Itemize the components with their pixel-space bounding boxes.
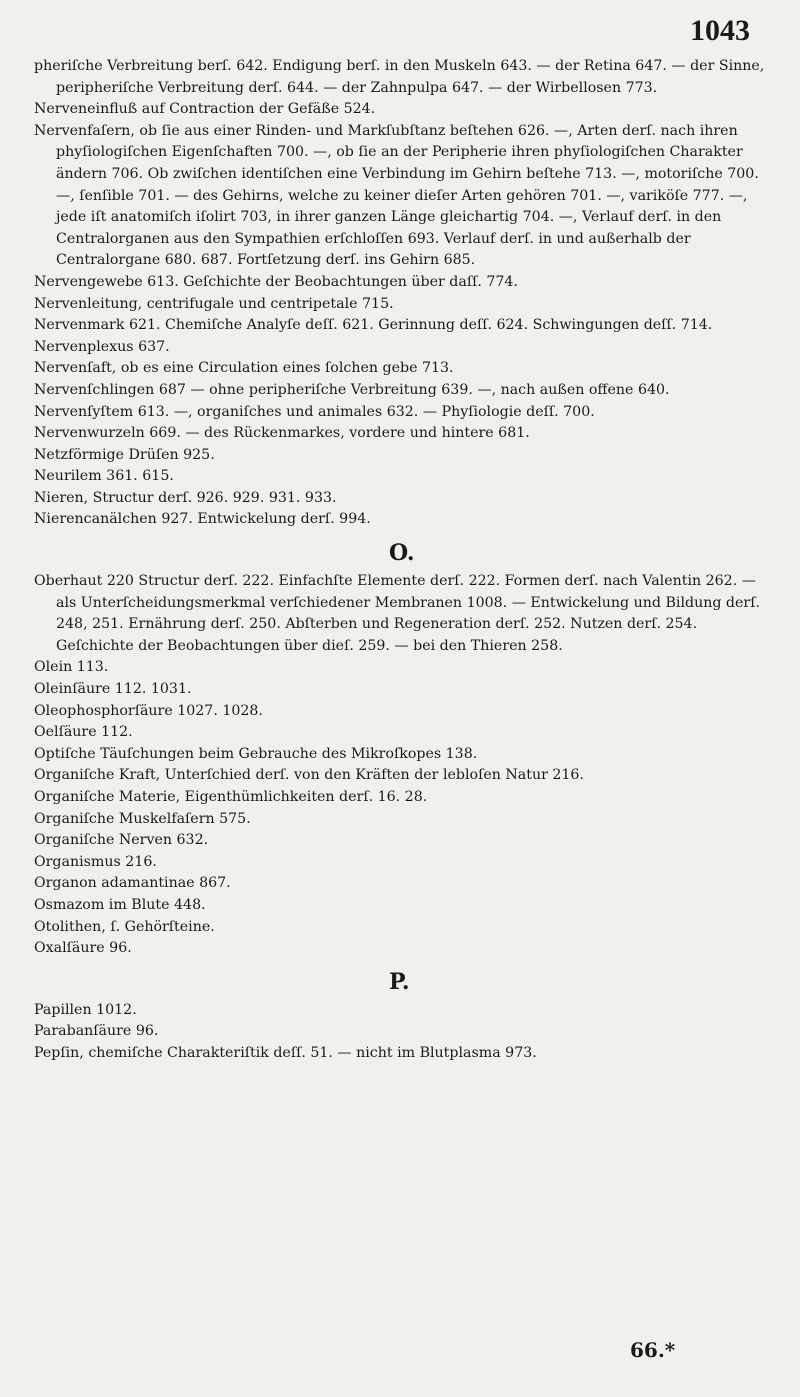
index-entry: Parabanſäure 96. [34, 1023, 159, 1040]
index-entry: Organiſche Muskelfaſern 575. [34, 810, 251, 827]
index-entry: Nerveneinfluß auf Contraction der Gefäße 524. [34, 101, 376, 118]
index-entry: Papillen 1012. [34, 1001, 137, 1018]
section-n-continued [34, 56, 774, 531]
index-entry: Nervenwurzeln 669. — des Rückenmarkes, vordere und hintere 681. [34, 425, 530, 442]
index-entry: Nervenſyſtem 613. —, organiſches und animales 632. — Phyſiologie deſſ. 700. [34, 403, 595, 420]
index-entry: Olein 113. [34, 659, 109, 676]
section-heading-p: P. [389, 968, 410, 995]
section-heading-o: O. [389, 540, 415, 567]
index-entry: Nervenſchlingen 687 — ohne peripheriſche Verbreitung 639. —, nach außen offene 640. [34, 381, 670, 398]
index-entry: Oleophosphorſäure 1027. 1028. [34, 702, 263, 719]
index-entry: Organon adamantinae 867. [34, 875, 231, 892]
index-entry: Otolithen, ſ. Gehörſteine. [34, 918, 215, 935]
index-entry: Nervenleitung, centrifugale und centripetale 715. [34, 295, 394, 312]
index-entry: Organismus 216. [34, 853, 157, 870]
index-entry: Nervenmark 621. Chemiſche Analyſe deſſ. 621. Gerinnung deſſ. 624. Schwingungen deſſ. 714. [34, 317, 713, 334]
page-number: 1043 [690, 14, 750, 47]
index-entry: Nervengewebe 613. Geſchichte der Beobachtungen über daſſ. 774. [34, 273, 518, 290]
index-entry: pheriſche Verbreitung berſ. 642. Endigung berſ. in den Muskeln 643. — der Retina 647. — der Sinne, peripheriſche Verbreitung derſ. 644. — der Zahnpulpa 647. — der Wirbellosen 773. [34, 58, 765, 96]
index-content [34, 56, 774, 1065]
index-entry: Oelſäure 112. [34, 724, 133, 741]
index-entry: Oberhaut 220 Structur derſ. 222. Einfachſte Elemente derſ. 222. Formen derſ. nach Valentin 262. — als Unterſcheidungsmerkmal verſchiedener Membranen 1008. — Entwickelung und Bildung derſ. 248, 251. Ernährung derſ. 250. Abſterben und Regeneration derſ. 252. Nutzen derſ. 254. Geſchichte der Beobachtungen über dieſ. 259. — bei den Thieren 258. [34, 573, 760, 654]
index-entry: Oxalſäure 96. [34, 940, 132, 957]
index-entry: Organiſche Materie, Eigenthümlichkeiten derſ. 16. 28. [34, 789, 428, 805]
index-entry: Nierencanälchen 927. Entwickelung derſ. 994. [34, 511, 371, 528]
index-entry: Optiſche Täuſchungen beim Gebrauche des Mikroſkopes 138. [34, 745, 478, 762]
index-entry: Nieren, Structur derſ. 926. 929. 931. 933. [34, 489, 337, 506]
index-entry: Organiſche Nerven 632. [34, 832, 209, 849]
index-entry: Neurilem 361. 615. [34, 468, 174, 485]
index-entry: Nervenfaſern, ob ſie aus einer Rinden- und Markſubſtanz beſtehen 626. —, Arten derſ. nach ihren phyſiologiſchen Eigenſchaften 700. —, ob ſie an der Peripherie ihren phyſiologiſchen Charakter ändern 706. Ob zwiſchen identiſchen eine Verbindung im Gehirn beſtehe 713. —, motoriſche 700. —, ſenſible 701. — des Gehirns, welche zu keiner dieſer Arten gehören 701. —, variköſe 777. —, jede iſt anatomiſch iſolirt 703, in ihrer ganzen Länge gleichartig 704. —, Verlauf derſ. in den Centralorganen aus den Sympathien erſchloſſen 693. Verlauf derſ. in und außerhalb der Centralorgane 680. 687. Fortſetzung derſ. ins Gehirn 685. [34, 122, 759, 269]
index-entry: Pepſin, chemiſche Charakteriſtik deſſ. 51. — nicht im Blutplasma 973. [34, 1044, 537, 1061]
index-entry: Nervenplexus 637. [34, 338, 170, 355]
index-entry: Organiſche Kraft, Unterſchied derſ. von den Kräften der lebloſen Natur 216. [34, 767, 584, 784]
index-entry: Oleinſäure 112. 1031. [34, 681, 192, 698]
signature-mark: 66.* [630, 1338, 676, 1362]
section-o [34, 571, 774, 960]
index-entry: Netzförmige Drüſen 925. [34, 446, 215, 463]
section-p [34, 1000, 774, 1065]
index-entry: Nervenſaft, ob es eine Circulation eines ſolchen gebe 713. [34, 360, 454, 377]
index-entry: Osmazom im Blute 448. [34, 896, 206, 913]
